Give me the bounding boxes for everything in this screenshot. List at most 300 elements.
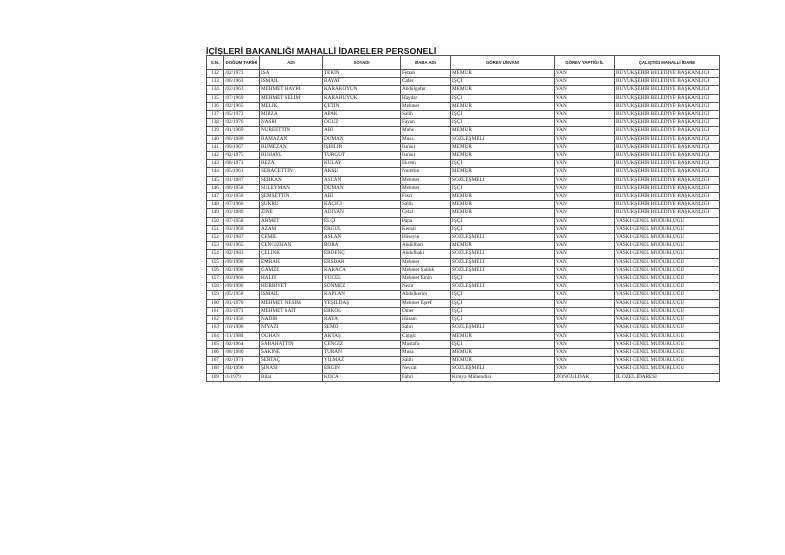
cell-surname: ERKOL bbox=[323, 307, 401, 315]
cell-birth-date: /02/1990 bbox=[224, 266, 260, 274]
cell-birth-date: /07/1969 bbox=[224, 94, 260, 102]
cell-job-title: MEMUR bbox=[451, 201, 555, 209]
cell-surname: İŞBİLİR bbox=[323, 143, 401, 151]
cell-province: VAN bbox=[555, 152, 615, 160]
cell-sn: 145 bbox=[207, 176, 224, 184]
cell-job-title: İŞÇİ bbox=[451, 78, 555, 86]
cell-birth-date: /05/1973 bbox=[224, 111, 260, 119]
cell-job-title: İŞÇİ bbox=[451, 291, 555, 299]
cell-job-title: SÖZLEŞMELİ bbox=[451, 135, 555, 143]
cell-province: VAN bbox=[555, 275, 615, 283]
table-row bbox=[207, 324, 720, 332]
cell-birth-date: /09/1990 bbox=[224, 258, 260, 266]
cell-surname: TURGUT bbox=[323, 152, 401, 160]
document-title: İÇİŞLERİ BAKANLIĞI MAHALLİ İDARELER PERSONELİ bbox=[206, 46, 437, 56]
cell-birth-date: /02/1971 bbox=[224, 357, 260, 365]
cell-birth-date: /05/1961 bbox=[224, 168, 260, 176]
cell-name: İSMAİL bbox=[260, 291, 323, 299]
cell-father-name: Abdulkerim bbox=[401, 291, 451, 299]
cell-name: NİYAZİ bbox=[260, 324, 323, 332]
cell-father-name: Salih bbox=[401, 201, 451, 209]
cell-name: MEHMET SAİT bbox=[260, 307, 323, 315]
cell-surname: KARACA bbox=[323, 266, 401, 274]
cell-job-title: MEMUR bbox=[451, 102, 555, 110]
cell-name: SERTAÇ bbox=[260, 357, 323, 365]
cell-sn: 164 bbox=[207, 332, 224, 340]
cell-father-name: Mehmet bbox=[401, 258, 451, 266]
cell-job-title: İŞÇİ bbox=[451, 160, 555, 168]
cell-sn: 156 bbox=[207, 266, 224, 274]
cell-sn: 168 bbox=[207, 365, 224, 373]
cell-name: AHMET bbox=[260, 217, 323, 225]
cell-surname: KAYA bbox=[323, 316, 401, 324]
cell-birth-date: /06/1958 bbox=[224, 184, 260, 192]
cell-name: ŞİNASİ bbox=[260, 365, 323, 373]
cell-father-name: Abdülbari bbox=[401, 242, 451, 250]
cell-sn: 146 bbox=[207, 184, 224, 192]
cell-province: VAN bbox=[555, 168, 615, 176]
cell-birth-date: /06/1980 bbox=[224, 135, 260, 143]
table-row bbox=[207, 176, 720, 184]
cell-workplace: BÜYÜKŞEHİR BELEDİYE BAŞKANLIĞI bbox=[615, 209, 720, 217]
cell-father-name: Fikri bbox=[401, 193, 451, 201]
cell-birth-date: /03/1969 bbox=[224, 225, 260, 233]
cell-job-title: MEMUR bbox=[451, 168, 555, 176]
cell-province: VAN bbox=[555, 127, 615, 135]
table-row bbox=[207, 78, 720, 86]
cell-sn: 134 bbox=[207, 86, 224, 94]
cell-province: VAN bbox=[555, 143, 615, 151]
cell-name: ŞÜKRÜ bbox=[260, 201, 323, 209]
cell-sn: 162 bbox=[207, 316, 224, 324]
cell-father-name: Nurettin bbox=[401, 168, 451, 176]
cell-birth-date: /08/1973 bbox=[224, 160, 260, 168]
cell-province: VAN bbox=[555, 217, 615, 225]
cell-birth-date: /02/1975 bbox=[224, 152, 260, 160]
cell-sn: 138 bbox=[207, 119, 224, 127]
cell-surname: ERGÜL bbox=[323, 225, 401, 233]
cell-workplace: BÜYÜKŞEHİR BELEDİYE BAŞKANLIĞI bbox=[615, 111, 720, 119]
cell-sn: 169 bbox=[207, 373, 224, 381]
table-row bbox=[207, 266, 720, 274]
cell-province: VAN bbox=[555, 365, 615, 373]
cell-job-title: MEMUR bbox=[451, 332, 555, 340]
cell-province: ZONGULDAK bbox=[555, 373, 615, 381]
cell-workplace: BÜYÜKŞEHİR BELEDİYE BAŞKANLIĞI bbox=[615, 152, 720, 160]
table-row bbox=[207, 307, 720, 315]
cell-birth-date: /02/1972 bbox=[224, 70, 260, 78]
table-row bbox=[207, 234, 720, 242]
cell-surname: ÖĞÜZ bbox=[323, 119, 401, 127]
table-row bbox=[207, 217, 720, 225]
cell-province: VAN bbox=[555, 209, 615, 217]
cell-father-name: Mehmet bbox=[401, 184, 451, 192]
cell-job-title: SÖZLEŞMELİ bbox=[451, 234, 555, 242]
cell-father-name: Mustafa bbox=[401, 340, 451, 348]
cell-name: SAKİNE bbox=[260, 348, 323, 356]
cell-name: MİRZA bbox=[260, 111, 323, 119]
cell-workplace: İL ÖZEL İDARESİ bbox=[615, 373, 720, 381]
table-row bbox=[207, 127, 720, 135]
cell-sn: 137 bbox=[207, 111, 224, 119]
cell-workplace: VASKİ GENEL MÜDÜRLÜĞÜ bbox=[615, 365, 720, 373]
cell-sn: 152 bbox=[207, 234, 224, 242]
cell-sn: 155 bbox=[207, 258, 224, 266]
cell-job-title: MEMUR bbox=[451, 209, 555, 217]
cell-sn: 140 bbox=[207, 135, 224, 143]
cell-name: CENGİZHAN bbox=[260, 242, 323, 250]
cell-surname: KOCA bbox=[323, 373, 401, 381]
cell-birth-date: /01/1969 bbox=[224, 127, 260, 135]
cell-job-title: İŞÇİ bbox=[451, 111, 555, 119]
cell-workplace: VASKİ GENEL MÜDÜRLÜĞÜ bbox=[615, 283, 720, 291]
cell-workplace: VASKİ GENEL MÜDÜRLÜĞÜ bbox=[615, 258, 720, 266]
cell-father-name: Salih bbox=[401, 111, 451, 119]
cell-father-name: Fayan bbox=[401, 119, 451, 127]
cell-job-title: İŞÇİ bbox=[451, 307, 555, 315]
cell-birth-date: /08/1980 bbox=[224, 348, 260, 356]
cell-father-name: İsmail bbox=[401, 152, 451, 160]
cell-workplace: VASKİ GENEL MÜDÜRLÜĞÜ bbox=[615, 348, 720, 356]
table-row bbox=[207, 250, 720, 258]
cell-name: İSMAİL bbox=[260, 78, 323, 86]
cell-job-title: MEMUR bbox=[451, 193, 555, 201]
cell-sn: 136 bbox=[207, 102, 224, 110]
table-row bbox=[207, 152, 720, 160]
cell-name: RUMEZAN bbox=[260, 143, 323, 151]
table-row bbox=[207, 348, 720, 356]
cell-workplace: VASKİ GENEL MÜDÜRLÜĞÜ bbox=[615, 250, 720, 258]
cell-birth-date: /01/1987 bbox=[224, 234, 260, 242]
cell-surname: AKTAŞ bbox=[323, 332, 401, 340]
cell-birth-date: /09/1967 bbox=[224, 143, 260, 151]
cell-job-title: İŞÇİ bbox=[451, 316, 555, 324]
cell-father-name: Abdulbaki bbox=[401, 250, 451, 258]
cell-sn: 161 bbox=[207, 307, 224, 315]
table-row bbox=[207, 373, 720, 381]
cell-workplace: BÜYÜKŞEHİR BELEDİYE BAŞKANLIĞI bbox=[615, 119, 720, 127]
cell-sn: 151 bbox=[207, 225, 224, 233]
cell-workplace: VASKİ GENEL MÜDÜRLÜĞÜ bbox=[615, 316, 720, 324]
cell-father-name: Papa bbox=[401, 217, 451, 225]
cell-job-title: İŞÇİ bbox=[451, 119, 555, 127]
cell-name: NADİR bbox=[260, 316, 323, 324]
cell-province: VAN bbox=[555, 225, 615, 233]
cell-province: VAN bbox=[555, 193, 615, 201]
cell-province: VAN bbox=[555, 111, 615, 119]
cell-province: VAN bbox=[555, 70, 615, 78]
table-row bbox=[207, 94, 720, 102]
cell-workplace: BÜYÜKŞEHİR BELEDİYE BAŞKANLIĞI bbox=[615, 70, 720, 78]
cell-father-name: Haydar bbox=[401, 94, 451, 102]
cell-workplace: BÜYÜKŞEHİR BELEDİYE BAŞKANLIĞI bbox=[615, 78, 720, 86]
cell-sn: 157 bbox=[207, 275, 224, 283]
cell-sn: 149 bbox=[207, 209, 224, 217]
cell-workplace: BÜYÜKŞEHİR BELEDİYE BAŞKANLIĞI bbox=[615, 201, 720, 209]
cell-province: VAN bbox=[555, 291, 615, 299]
table-row bbox=[207, 299, 720, 307]
table-row bbox=[207, 258, 720, 266]
cell-job-title: MEMUR bbox=[451, 348, 555, 356]
cell-father-name: Mehmet bbox=[401, 102, 451, 110]
cell-workplace: VASKİ GENEL MÜDÜRLÜĞÜ bbox=[615, 275, 720, 283]
cell-father-name: Mehmet Eşref bbox=[401, 299, 451, 307]
cell-father-name: Musa bbox=[401, 348, 451, 356]
cell-surname: ABİ bbox=[323, 127, 401, 135]
cell-sn: 132 bbox=[207, 70, 224, 78]
cell-province: VAN bbox=[555, 258, 615, 266]
cell-province: VAN bbox=[555, 201, 615, 209]
cell-job-title: SÖZLEŞMELİ bbox=[451, 283, 555, 291]
cell-birth-date: /06/1963 bbox=[224, 78, 260, 86]
cell-job-title: İŞÇİ bbox=[451, 225, 555, 233]
cell-surname: DUMAN bbox=[323, 184, 401, 192]
cell-father-name: Ömer bbox=[401, 307, 451, 315]
cell-name: EMRAH bbox=[260, 258, 323, 266]
cell-name: ZİNE bbox=[260, 209, 323, 217]
cell-workplace: BÜYÜKŞEHİR BELEDİYE BAŞKANLIĞI bbox=[615, 86, 720, 94]
cell-father-name: Ekrem bbox=[401, 160, 451, 168]
table-row bbox=[207, 201, 720, 209]
cell-father-name: Fahri bbox=[401, 373, 451, 381]
cell-surname: KÜLAY bbox=[323, 160, 401, 168]
cell-surname: TEKİN bbox=[323, 70, 401, 78]
cell-birth-date: /04/1965 bbox=[224, 242, 260, 250]
cell-birth-date: /03/1966 bbox=[224, 275, 260, 283]
cell-workplace: VASKİ GENEL MÜDÜRLÜĞÜ bbox=[615, 340, 720, 348]
cell-job-title: İŞÇİ bbox=[451, 94, 555, 102]
cell-name: NASRİ bbox=[260, 119, 323, 127]
cell-job-title: Kimya Mühendisi bbox=[451, 373, 555, 381]
cell-surname: SÖNMEZ bbox=[323, 283, 401, 291]
cell-sn: 135 bbox=[207, 94, 224, 102]
cell-surname: KARAKOYUN bbox=[323, 86, 401, 94]
cell-name: SÜLEYMAN bbox=[260, 184, 323, 192]
cell-workplace: VASKİ GENEL MÜDÜRLÜĞÜ bbox=[615, 324, 720, 332]
cell-workplace: VASKİ GENEL MÜDÜRLÜĞÜ bbox=[615, 234, 720, 242]
table-row bbox=[207, 242, 720, 250]
cell-surname: YÜCEL bbox=[323, 275, 401, 283]
cell-father-name: Kemal bbox=[401, 225, 451, 233]
cell-name: MEHMET NESİM bbox=[260, 299, 323, 307]
cell-job-title: SÖZLEŞMELİ bbox=[451, 266, 555, 274]
cell-province: VAN bbox=[555, 340, 615, 348]
cell-province: VAN bbox=[555, 102, 615, 110]
cell-workplace: VASKİ GENEL MÜDÜRLÜĞÜ bbox=[615, 357, 720, 365]
table-row bbox=[207, 102, 720, 110]
cell-sn: 143 bbox=[207, 160, 224, 168]
cell-birth-date: /02/1963 bbox=[224, 86, 260, 94]
cell-name: OĞHAN bbox=[260, 332, 323, 340]
column-header-workplace: ÇALIŞTIĞI MAHALLİ İDARE bbox=[615, 56, 720, 70]
cell-sn: 160 bbox=[207, 299, 224, 307]
cell-birth-date: /01/1987 bbox=[224, 176, 260, 184]
cell-name: RUHAYL bbox=[260, 152, 323, 160]
cell-birth-date: /02/1983 bbox=[224, 250, 260, 258]
table-header-row bbox=[207, 56, 720, 70]
cell-name: RAMAZAN bbox=[260, 135, 323, 143]
cell-name: ŞEMSETTİN bbox=[260, 193, 323, 201]
cell-name: SERKAN bbox=[260, 176, 323, 184]
cell-birth-date: /09/1990 bbox=[224, 283, 260, 291]
cell-workplace: BÜYÜKŞEHİR BELEDİYE BAŞKANLIĞI bbox=[615, 184, 720, 192]
cell-father-name: Hüseyin bbox=[401, 234, 451, 242]
cell-name: NUREETTİN bbox=[260, 127, 323, 135]
cell-surname: ADIYAN bbox=[323, 209, 401, 217]
cell-sn: 167 bbox=[207, 357, 224, 365]
cell-surname: KAPLAN bbox=[323, 291, 401, 299]
cell-province: VAN bbox=[555, 234, 615, 242]
column-header-birth-date: DOĞUM TARİHİ bbox=[224, 56, 260, 70]
cell-surname: CENGİZ bbox=[323, 340, 401, 348]
cell-name: İSA bbox=[260, 70, 323, 78]
cell-birth-date: /02/1976 bbox=[224, 119, 260, 127]
cell-sn: 144 bbox=[207, 168, 224, 176]
cell-birth-date: /02/1964 bbox=[224, 340, 260, 348]
cell-name: SABAHATTİN bbox=[260, 340, 323, 348]
table-row bbox=[207, 135, 720, 143]
table-row bbox=[207, 283, 720, 291]
cell-job-title: MEMUR bbox=[451, 242, 555, 250]
cell-province: VAN bbox=[555, 160, 615, 168]
cell-workplace: BÜYÜKŞEHİR BELEDİYE BAŞKANLIĞI bbox=[615, 168, 720, 176]
table-row bbox=[207, 86, 720, 94]
cell-surname: SEMO bbox=[323, 324, 401, 332]
cell-father-name: Fettah bbox=[401, 70, 451, 78]
cell-birth-date: /01/1970 bbox=[224, 299, 260, 307]
cell-job-title: İŞÇİ bbox=[451, 217, 555, 225]
cell-birth-date: /01/1956 bbox=[224, 316, 260, 324]
cell-sn: 150 bbox=[207, 217, 224, 225]
cell-surname: DUMAN bbox=[323, 135, 401, 143]
cell-workplace: VASKİ GENEL MÜDÜRLÜĞÜ bbox=[615, 307, 720, 315]
cell-father-name: Musa bbox=[401, 135, 451, 143]
cell-sn: 148 bbox=[207, 201, 224, 209]
cell-sn: 147 bbox=[207, 193, 224, 201]
cell-workplace: VASKİ GENEL MÜDÜRLÜĞÜ bbox=[615, 299, 720, 307]
cell-surname: ASLAN bbox=[323, 176, 401, 184]
cell-province: VAN bbox=[555, 135, 615, 143]
cell-sn: 141 bbox=[207, 143, 224, 151]
cell-province: VAN bbox=[555, 316, 615, 324]
cell-father-name: Nevzat bbox=[401, 365, 451, 373]
column-header-surname: SOYADI bbox=[323, 56, 401, 70]
cell-job-title: SÖZLEŞMELİ bbox=[451, 176, 555, 184]
cell-sn: 163 bbox=[207, 324, 224, 332]
cell-father-name: Mehmet bbox=[401, 176, 451, 184]
table-row bbox=[207, 209, 720, 217]
cell-job-title: İŞÇİ bbox=[451, 299, 555, 307]
cell-surname: ELÇİ bbox=[323, 217, 401, 225]
cell-province: VAN bbox=[555, 283, 615, 291]
column-header-sn: S.N. bbox=[207, 56, 224, 70]
cell-workplace: BÜYÜKŞEHİR BELEDİYE BAŞKANLIĞI bbox=[615, 143, 720, 151]
cell-province: VAN bbox=[555, 266, 615, 274]
cell-name: CEMİL bbox=[260, 234, 323, 242]
cell-sn: 142 bbox=[207, 152, 224, 160]
cell-birth-date: /1/1979 bbox=[224, 373, 260, 381]
cell-name: MELİK bbox=[260, 102, 323, 110]
cell-birth-date: /11/1980 bbox=[224, 332, 260, 340]
cell-job-title: MEMUR bbox=[451, 86, 555, 94]
cell-surname: ÇETİN bbox=[323, 102, 401, 110]
cell-father-name: Cimşit bbox=[401, 332, 451, 340]
cell-birth-date: /03/1956 bbox=[224, 193, 260, 201]
cell-job-title: MEMUR bbox=[451, 143, 555, 151]
cell-job-title: SÖZLEŞMELİ bbox=[451, 324, 555, 332]
table-row bbox=[207, 143, 720, 151]
table-row bbox=[207, 316, 720, 324]
cell-name: GAMZE bbox=[260, 266, 323, 274]
cell-name: HALİT bbox=[260, 275, 323, 283]
table-row bbox=[207, 332, 720, 340]
cell-sn: 133 bbox=[207, 78, 224, 86]
cell-workplace: VASKİ GENEL MÜDÜRLÜĞÜ bbox=[615, 266, 720, 274]
cell-birth-date: /03/1973 bbox=[224, 307, 260, 315]
table-row bbox=[207, 357, 720, 365]
cell-job-title: İŞÇİ bbox=[451, 340, 555, 348]
table-row bbox=[207, 111, 720, 119]
cell-workplace: BÜYÜKŞEHİR BELEDİYE BAŞKANLIĞI bbox=[615, 102, 720, 110]
cell-birth-date: /07/1958 bbox=[224, 217, 260, 225]
table-row bbox=[207, 365, 720, 373]
cell-father-name: Nezir bbox=[401, 283, 451, 291]
cell-father-name: Hüsam bbox=[401, 316, 451, 324]
cell-workplace: BÜYÜKŞEHİR BELEDİYE BAŞKANLIĞI bbox=[615, 176, 720, 184]
cell-sn: 158 bbox=[207, 283, 224, 291]
cell-name: ÇELİNK bbox=[260, 250, 323, 258]
cell-surname: BORA bbox=[323, 242, 401, 250]
table-row bbox=[207, 160, 720, 168]
cell-sn: 165 bbox=[207, 340, 224, 348]
cell-surname: KARAHÜYÜK bbox=[323, 94, 401, 102]
cell-province: VAN bbox=[555, 242, 615, 250]
cell-province: VAN bbox=[555, 324, 615, 332]
cell-province: VAN bbox=[555, 357, 615, 365]
personnel-table bbox=[206, 55, 720, 382]
cell-father-name: İsmail bbox=[401, 143, 451, 151]
cell-surname: TURAN bbox=[323, 348, 401, 356]
cell-province: VAN bbox=[555, 299, 615, 307]
cell-workplace: BÜYÜKŞEHİR BELEDİYE BAŞKANLIĞI bbox=[615, 127, 720, 135]
cell-workplace: VASKİ GENEL MÜDÜRLÜĞÜ bbox=[615, 242, 720, 250]
cell-job-title: SÖZLEŞMELİ bbox=[451, 250, 555, 258]
table-row bbox=[207, 168, 720, 176]
cell-province: VAN bbox=[555, 119, 615, 127]
table-row bbox=[207, 193, 720, 201]
cell-province: VAN bbox=[555, 250, 615, 258]
table-row bbox=[207, 275, 720, 283]
cell-province: VAN bbox=[555, 78, 615, 86]
cell-job-title: MEMUR bbox=[451, 70, 555, 78]
cell-province: VAN bbox=[555, 94, 615, 102]
cell-job-title: İŞÇİ bbox=[451, 184, 555, 192]
cell-province: VAN bbox=[555, 86, 615, 94]
cell-job-title: MEMUR bbox=[451, 357, 555, 365]
cell-father-name: Abdülgafur bbox=[401, 86, 451, 94]
cell-job-title: SÖZLEŞMELİ bbox=[451, 365, 555, 373]
cell-father-name: Mehmet Sıddık bbox=[401, 266, 451, 274]
cell-workplace: BÜYÜKŞEHİR BELEDİYE BAŞKANLIĞI bbox=[615, 135, 720, 143]
cell-birth-date: /10/1990 bbox=[224, 324, 260, 332]
table-row bbox=[207, 119, 720, 127]
cell-birth-date: /07/1966 bbox=[224, 201, 260, 209]
cell-surname: KAÇICI bbox=[323, 201, 401, 209]
cell-birth-date: /02/1965 bbox=[224, 102, 260, 110]
table-row bbox=[207, 225, 720, 233]
cell-birth-date: /03/1989 bbox=[224, 209, 260, 217]
table-row bbox=[207, 340, 720, 348]
